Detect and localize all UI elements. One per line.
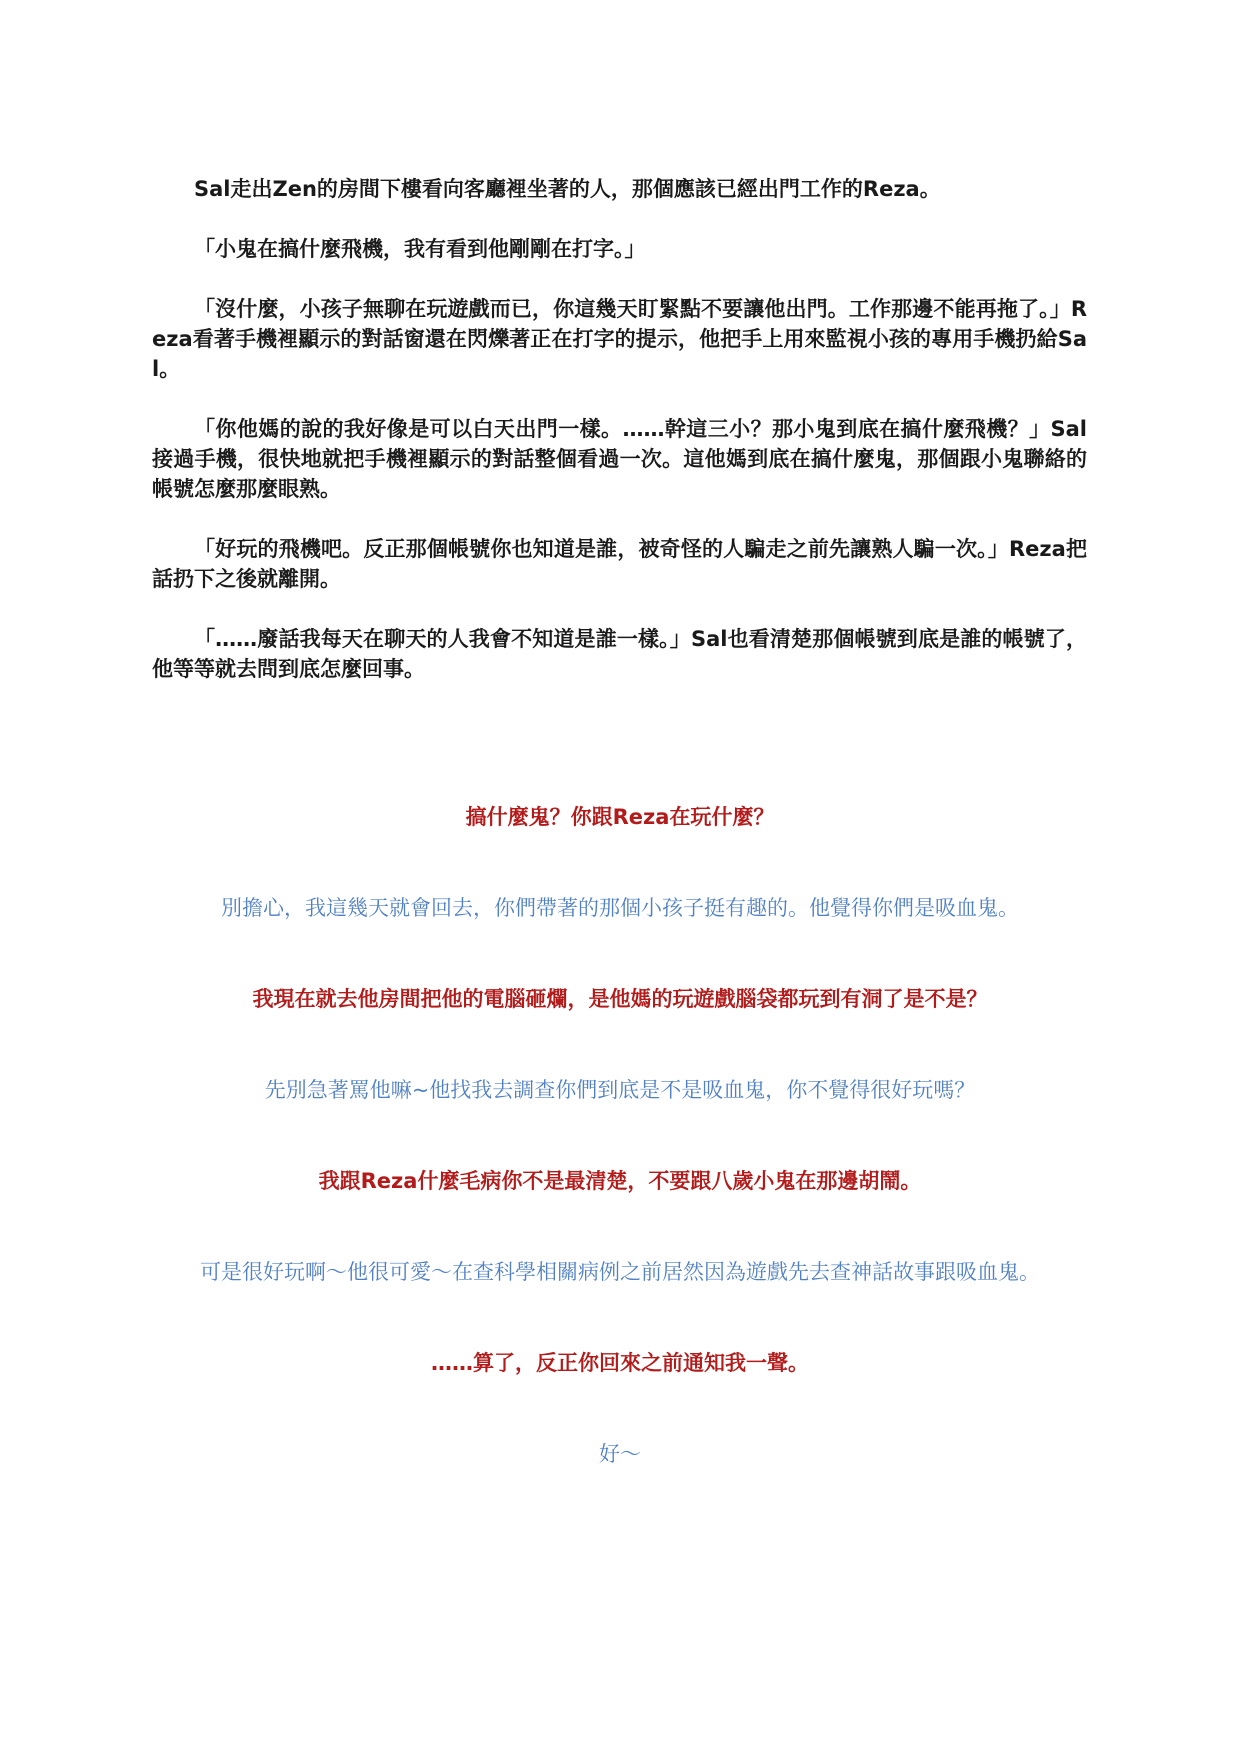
narrative-paragraph: 「你他媽的說的我好像是可以白天出門一樣。……幹這三小？那小鬼到底在搞什麼飛機？」Sal接過手機，很快地就把手機裡顯示的對話整個看過一次。這他媽到底在搞什麼鬼，那個跟小鬼聯絡的帳號怎麼那麼眼熟。 <box>152 417 1087 501</box>
chat-message-red: 搞什麼鬼？你跟Reza在玩什麼？ <box>465 805 775 829</box>
narrative-section <box>152 174 1087 714</box>
narrative-paragraph: 「……廢話我每天在聊天的人我會不知道是誰一樣。」Sal也看清楚那個帳號到底是誰的帳號了，他等等就去問到底怎麼回事。 <box>152 627 1087 681</box>
chat-message-red: 我現在就去他房間把他的電腦砸爛，是他媽的玩遊戲腦袋都玩到有洞了是不是？ <box>252 987 988 1011</box>
chat-message-red: ……算了，反正你回來之前通知我一聲。 <box>431 1351 809 1375</box>
narrative-paragraph: 「小鬼在搞什麼飛機，我有看到他剛剛在打字。」 <box>194 237 646 261</box>
narrative-paragraph: Sal走出Zen的房間下樓看向客廳裡坐著的人，那個應該已經出門工作的Reza。 <box>194 177 941 201</box>
chat-message-red: 我跟Reza什麼毛病你不是最清楚，不要跟八歲小鬼在那邊胡鬧。 <box>318 1169 922 1193</box>
chat-message-blue: 好～ <box>599 1442 641 1466</box>
chat-message-blue: 先別急著罵他嘛~他找我去調查你們到底是不是吸血鬼，你不覺得很好玩嗎？ <box>264 1078 976 1102</box>
chat-log <box>0 802 1240 1530</box>
chat-message-blue: 可是很好玩啊～他很可愛～在查科學相關病例之前居然因為遊戲先去查神話故事跟吸血鬼。 <box>200 1260 1040 1284</box>
chat-message-blue: 別擔心，我這幾天就會回去，你們帶著的那個小孩子挺有趣的。他覺得你們是吸血鬼。 <box>221 896 1019 920</box>
narrative-paragraph: 「好玩的飛機吧。反正那個帳號你也知道是誰，被奇怪的人騙走之前先讓熟人騙一次。」Reza把話扔下之後就離開。 <box>152 537 1087 591</box>
narrative-paragraph: 「沒什麼，小孩子無聊在玩遊戲而已，你這幾天盯緊點不要讓他出門。工作那邊不能再拖了。」Reza看著手機裡顯示的對話窗還在閃爍著正在打字的提示，他把手上用來監視小孩的專用手機扔給Sal。 <box>152 297 1087 381</box>
